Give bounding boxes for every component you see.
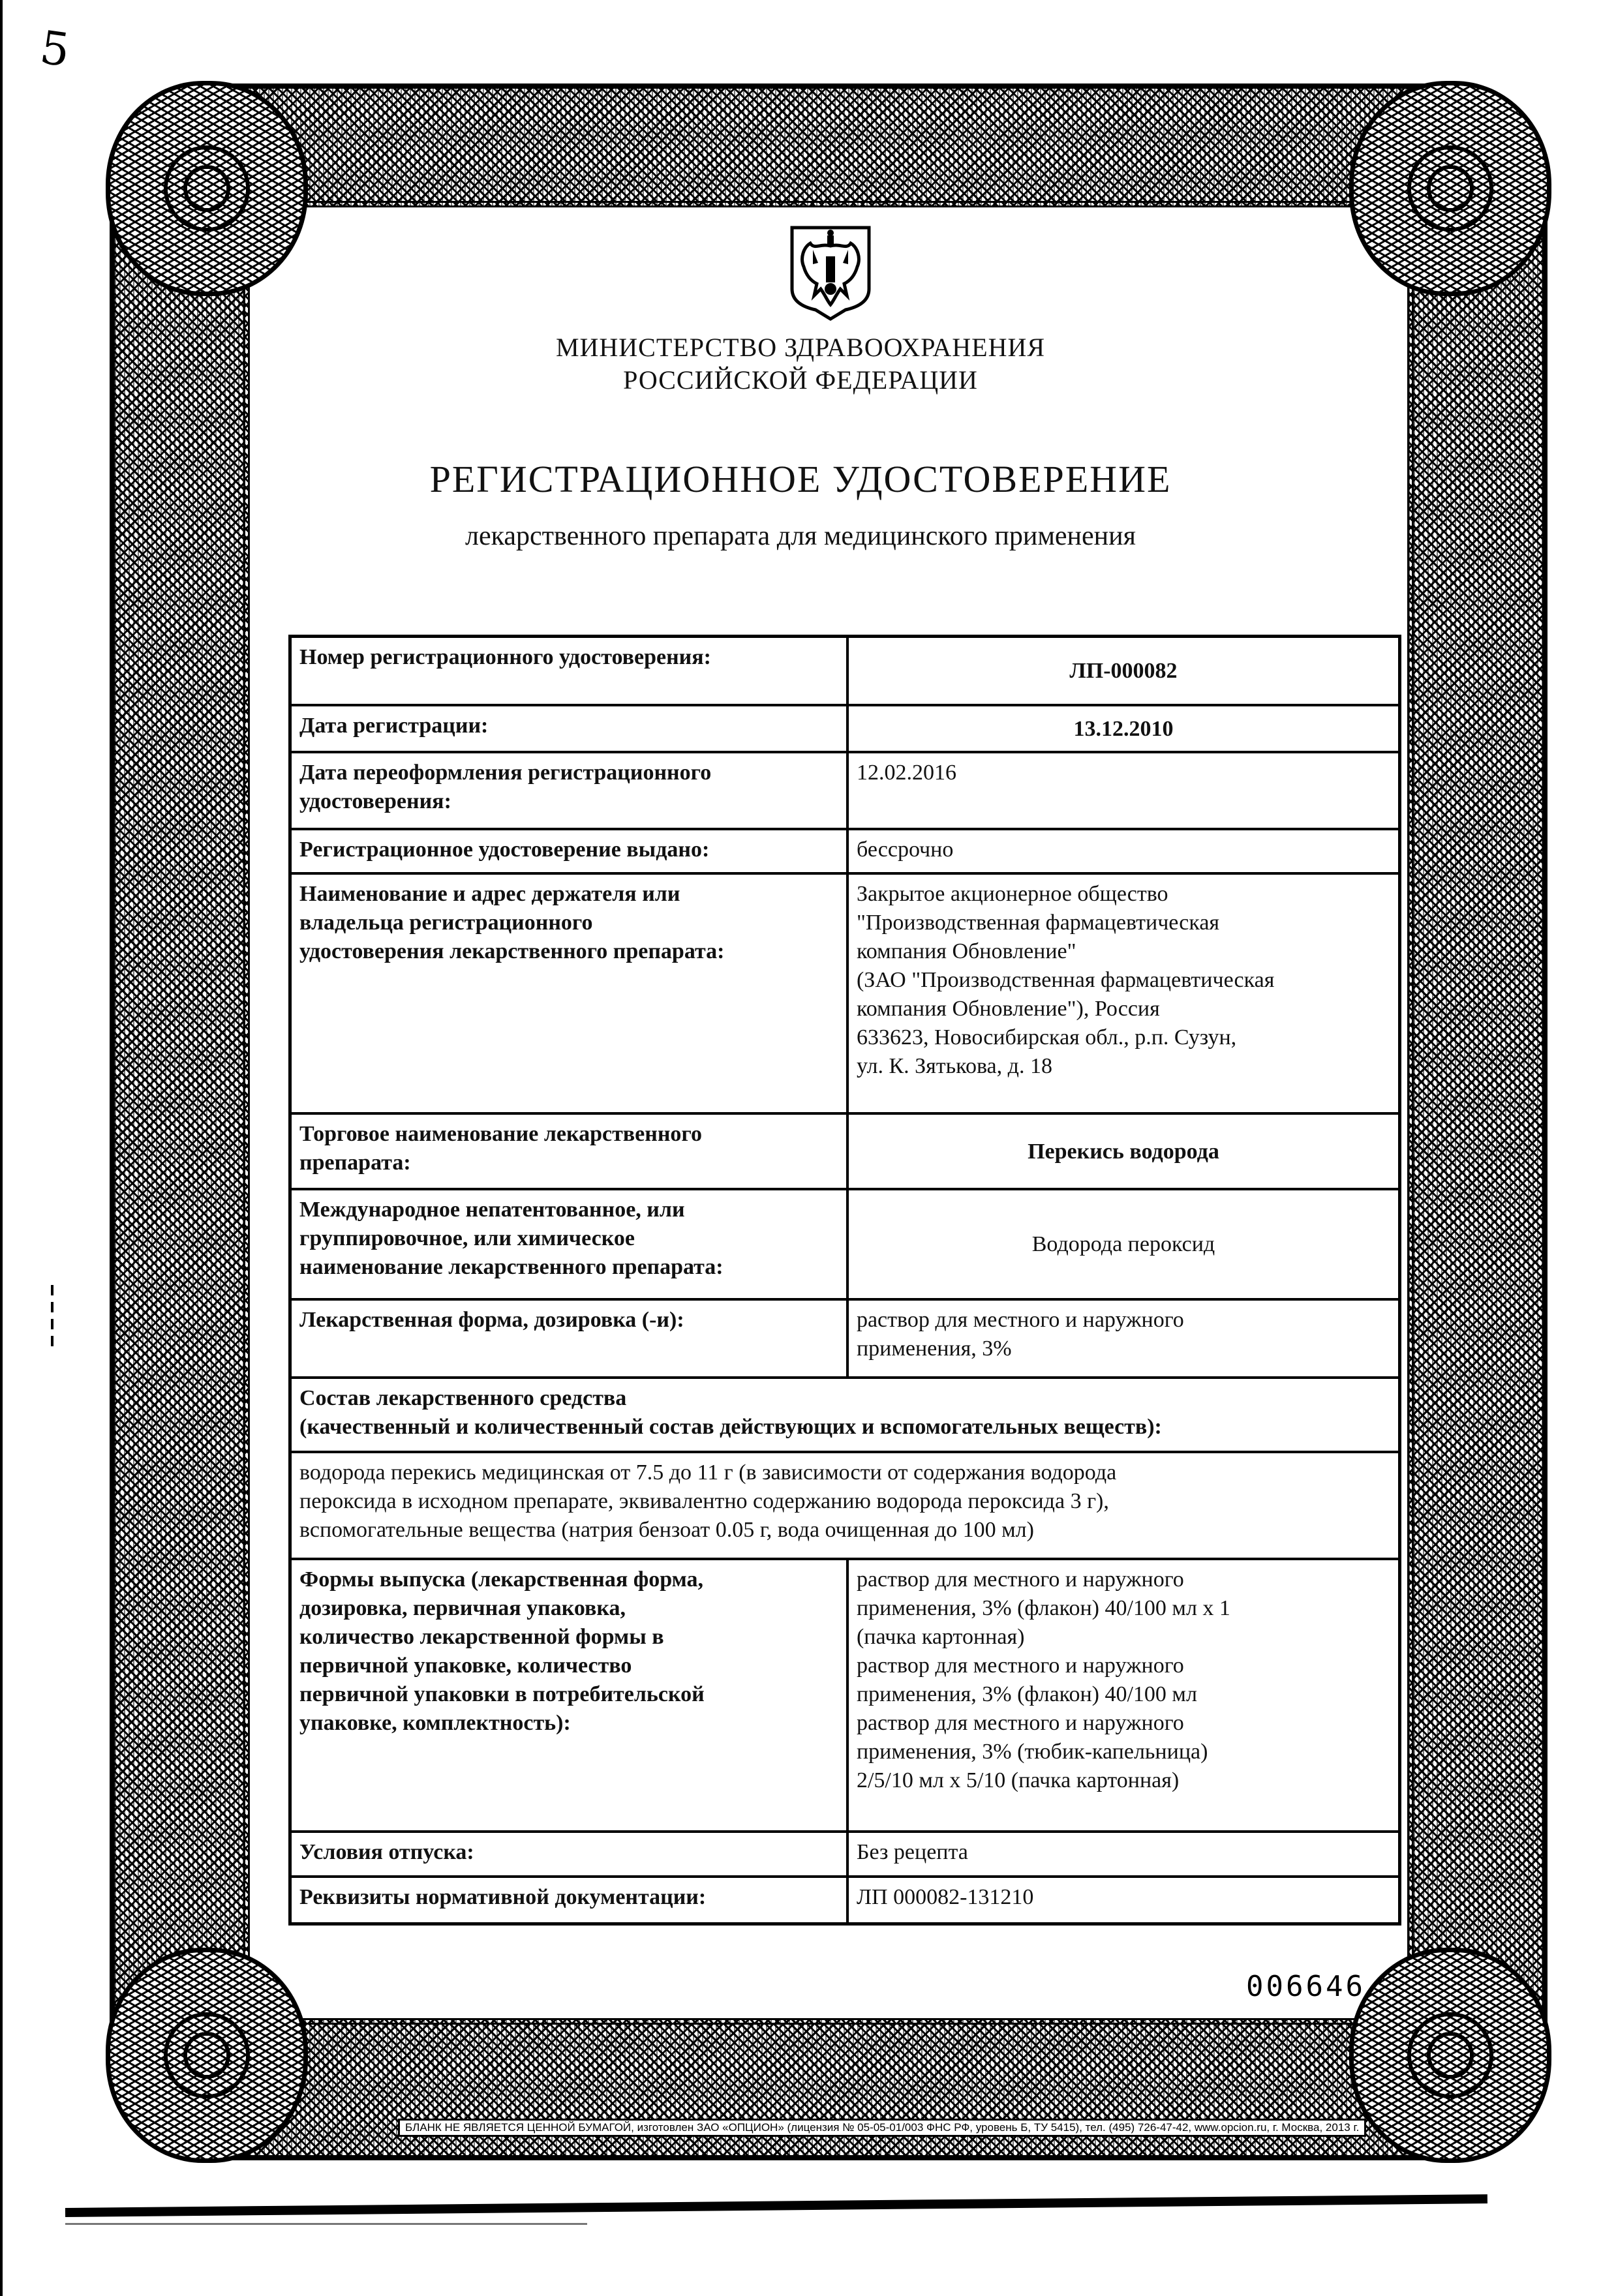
- composition-text: водорода перекись медицинская от 7.5 до 11 г (в зависимости от содержания водорода пероксида в исходном препарате, эквивалентно содержанию водорода пероксида 3 г), вспомогательные вещества (натрия бензоат 0.05 г, вода очищенная до 100 мл): [290, 1452, 1400, 1559]
- issued-label: Регистрационное удостоверение выдано:: [290, 829, 847, 873]
- table-row-reissue-date: [290, 752, 1400, 829]
- table-row-holder: [290, 873, 1400, 1113]
- dosage-form-value: раствор для местного и наружного применения, 3%: [847, 1299, 1400, 1378]
- dispensing-value: Без рецепта: [847, 1832, 1400, 1877]
- frame-band-bottom: [181, 2018, 1476, 2160]
- table-row-composition-text: [290, 1452, 1400, 1559]
- dispensing-label: Условия отпуска:: [290, 1832, 847, 1877]
- table-row-release-forms: [290, 1559, 1400, 1832]
- holder-value: Закрытое акционерное общество "Производственная фармацевтическая компания Обновление" (ЗАО "Производственная фармацевтическая компания Обновление"), Россия 633623, Новосибирская обл., р.п. Сузун, ул. К. Зятькова, д. 18: [847, 873, 1400, 1113]
- printer-note: БЛАНК НЕ ЯВЛЯЕТСЯ ЦЕННОЙ БУМАГОЙ, изготовлен ЗАО «ОПЦИОН» (лицензия № 05-05-01/003 ФНС РФ, уровень Б, ТУ 5415), тел. (495) 726-47-42, www.opcion.ru, г. Москва, 2013 г.: [398, 2119, 1366, 2137]
- composition-heading: Состав лекарственного средства (качественный и количественный состав действующих и вспомогательных веществ):: [290, 1378, 1400, 1452]
- release-forms-value: раствор для местного и наружного применения, 3% (флакон) 40/100 мл х 1 (пачка картонная) раствор для местного и наружного применения, 3% (флакон) 40/100 мл раствор для местного и наружного применения, 3% (тюбик-капельница) 2/5/10 мл х 5/10 (пачка картонная): [847, 1559, 1400, 1832]
- table-row-dispensing: [290, 1832, 1400, 1877]
- frame-corner-bottom-left: [106, 1948, 308, 2163]
- blank-serial-number: 006646: [1246, 1970, 1365, 2003]
- issued-value: бессрочно: [847, 829, 1400, 873]
- normative-doc-value: ЛП 000082-131210: [847, 1877, 1400, 1924]
- certificate-subtitle: лекарственного препарата для медицинского применения: [465, 521, 1136, 551]
- frame-corner-top-left: [106, 81, 308, 296]
- inn-label: Международное непатентованное, или группировочное, или химическое наименование лекарственного препарата:: [290, 1189, 847, 1299]
- frame-band-top: [181, 83, 1476, 207]
- scan-artifact-line: [65, 2194, 1487, 2217]
- scan-artifact-faint-line: [65, 2223, 587, 2225]
- reg-date-value: 13.12.2010: [847, 705, 1400, 752]
- frame-corner-top-right: [1349, 81, 1551, 296]
- release-forms-label: Формы выпуска (лекарственная форма, дозировка, первичная упаковка, количество лекарственной формы в первичной упаковке, количество первичной упаковки в потребительской упаковке, комплектность):: [290, 1559, 847, 1832]
- reg-number-value: ЛП-000082: [847, 637, 1400, 705]
- holder-label: Наименование и адрес держателя или владельца регистрационного удостоверения лекарственного препарата:: [290, 873, 847, 1113]
- reg-date-label: Дата регистрации:: [290, 705, 847, 752]
- reissue-date-value: 12.02.2016: [847, 752, 1400, 829]
- frame-band-left: [110, 155, 250, 2089]
- ministry-heading: [0, 331, 1601, 397]
- normative-doc-label: Реквизиты нормативной документации:: [290, 1877, 847, 1924]
- inn-value: Водорода пероксид: [847, 1189, 1400, 1299]
- table-row-issued: [290, 829, 1400, 873]
- dosage-form-label: Лекарственная форма, дозировка (-и):: [290, 1299, 847, 1378]
- ministry-line-1: МИНИСТЕРСТВО ЗДРАВООХРАНЕНИЯ: [555, 333, 1046, 362]
- coat-of-arms-icon: [788, 224, 873, 322]
- table-row-reg-date: [290, 705, 1400, 752]
- handwritten-mark: 5: [37, 20, 74, 78]
- table-row-reg-number: [290, 637, 1400, 705]
- table-row-inn: [290, 1189, 1400, 1299]
- frame-corner-bottom-right: [1349, 1948, 1551, 2163]
- scan-dash-mark: [51, 1285, 53, 1347]
- table-row-dosage-form: [290, 1299, 1400, 1378]
- table-row-trade-name: [290, 1113, 1400, 1189]
- certificate-title: РЕГИСТРАЦИОННОЕ УДОСТОВЕРЕНИЕ: [429, 458, 1172, 500]
- frame-band-right: [1407, 155, 1548, 2089]
- trade-name-label: Торговое наименование лекарственного препарата:: [290, 1113, 847, 1189]
- trade-name-value: Перекись водорода: [847, 1113, 1400, 1189]
- reissue-date-label: Дата переоформления регистрационного удостоверения:: [290, 752, 847, 829]
- ministry-line-2: РОССИЙСКОЙ ФЕДЕРАЦИИ: [623, 365, 978, 395]
- table-row-normative-doc: [290, 1877, 1400, 1924]
- registration-table: [288, 635, 1401, 1926]
- table-row-composition-heading: [290, 1378, 1400, 1452]
- reg-number-label: Номер регистрационного удостоверения:: [290, 637, 847, 705]
